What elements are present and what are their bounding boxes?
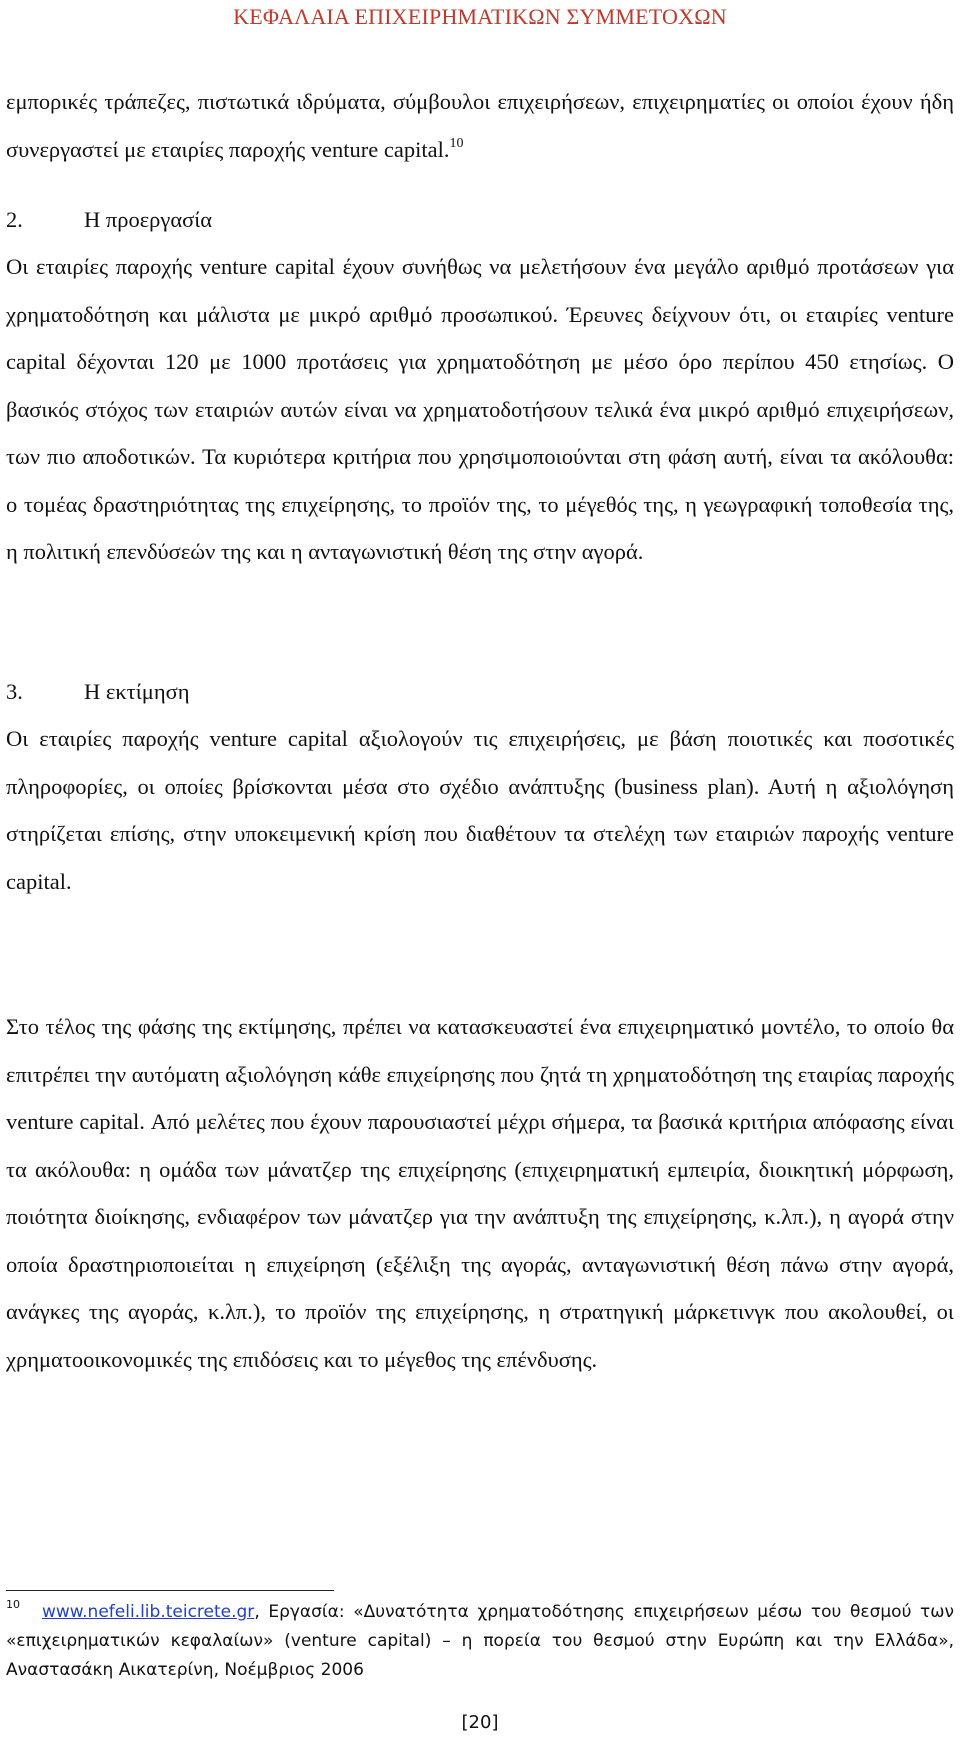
footnote-reference: 10 — [449, 135, 464, 151]
footnote-link[interactable]: www.nefeli.lib.teicrete.gr — [42, 1602, 255, 1622]
section-3-title: Η εκτίμηση — [84, 679, 190, 704]
section-3-paragraph-2: Στο τέλος της φάσης της εκτίμησης, πρέπει να κατασκευαστεί ένα επιχειρηματικό μοντέλο, το οποίο θα επιτρέπει την αυτόματη αξιολόγηση κάθε επιχείρησης που ζητά τη χρηματοδότηση της εταιρίας παροχής venture capital. Από μελέτες που έχουν παρουσιαστεί μέχρι σήμερα, τα βασικά κριτήρια απόφασης είναι τα ακόλουθα: η ομάδα των μάνατζερ της επιχείρησης (επιχειρηματική εμπειρία, διοικητική μόρφωση, ποιότητα διοίκησης, ενδιαφέρον των μάνατζερ για την ανάπτυξη της επιχείρησης, κ.λπ.), η αγορά στην οποία δραστηριοποιείται η επιχείρηση (εξέλιξη της αγοράς, ανταγωνιστική θέση πάνω στην αγορά, ανάγκες της αγοράς, κ.λπ.), το προϊόν της επιχείρησης, η στρατηγική μάρκετινγκ που ακολουθεί, οι χρηματοοικονομικές της επιδόσεις και το μέγεθος της επένδυσης. — [6, 1014, 954, 1372]
section-3-number: 3. — [6, 679, 23, 704]
footnote-mark: 10 — [6, 1598, 20, 1611]
page-number: [20] — [461, 1712, 499, 1733]
section-2-number: 2. — [6, 207, 23, 232]
footnote — [6, 1598, 954, 1685]
section-3-heading — [6, 668, 189, 716]
running-header: ΚΕΦΑΛΑΙΑ ΕΠΙΧΕΙΡΗΜΑΤΙΚΩΝ ΣΥΜΜΕΤΟΧΩΝ — [233, 4, 727, 29]
footnote-text: , Εργασία: «Δυνατότητα χρηματοδότησης επιχειρήσεων μέσω του θεσμού των «επιχειρηματικών κεφαλαίων» (venture capital) – η πορεία του θεσμού στην Ευρώπη και την Ελλάδα», Αναστασάκη Αικατερίνη, Νοέμβριος 2006 — [6, 1602, 954, 1680]
footnote-divider — [6, 1590, 334, 1591]
section-2-title: Η προεργασία — [84, 207, 213, 232]
section-3-paragraph: Οι εταιρίες παροχής venture capital αξιολογούν τις επιχειρήσεις, με βάση ποιοτικές και ποσοτικές πληροφορίες, οι οποίες βρίσκονται μέσα στο σχέδιο ανάπτυξης (business plan). Αυτή η αξιολόγηση στηρίζεται επίσης, στην υποκειμενική κρίση που διαθέτουν τα στελέχη των εταιριών παροχής venture capital. — [6, 726, 954, 894]
section-2-heading — [6, 196, 212, 244]
section-2-paragraph: Οι εταιρίες παροχής venture capital έχουν συνήθως να μελετήσουν ένα μεγάλο αριθμό προτάσεων για χρηματοδότηση και μάλιστα με μικρό αριθμό προσωπικού. Έρευνες δείχνουν ότι, οι εταιρίες venture capital δέχονται 120 με 1000 προτάσεις για χρηματοδότηση με μέσο όρο περίπου 450 ετησίως. Ο βασικός στόχος των εταιριών αυτών είναι να χρηματοδοτήσουν τελικά ένα μικρό αριθμό επιχειρήσεων, των πιο αποδοτικών. Τα κυριότερα κριτήρια που χρησιμοποιούνται στη φάση αυτή, είναι τα ακόλουθα: ο τομέας δραστηριότητας της επιχείρησης, το προϊόν της, το μέγεθός της, η γεωγραφική τοποθεσία της, η πολιτική επενδύσεών της και η ανταγωνιστική θέση της στην αγορά. — [6, 254, 954, 564]
intro-paragraph — [6, 78, 954, 173]
intro-text: εμπορικές τράπεζες, πιστωτικά ιδρύματα, σύμβουλοι επιχειρήσεων, επιχειρηματίες οι οποίοι έχουν ήδη συνεργαστεί με εταιρίες παροχής venture capital. — [6, 89, 954, 162]
